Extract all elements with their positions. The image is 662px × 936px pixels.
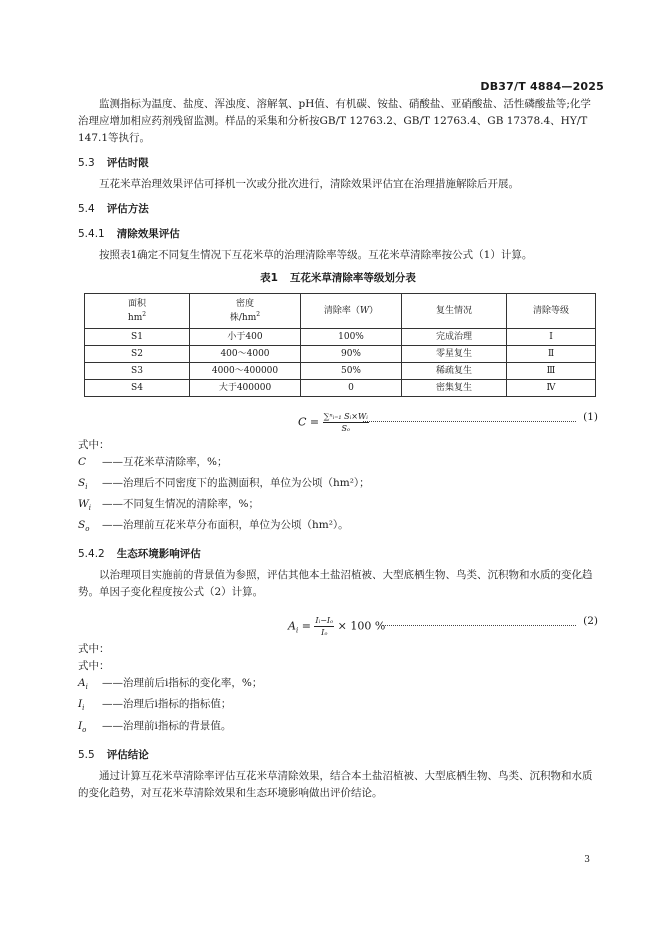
symbol-definition: $W_i$ ——不同复生情况的清除率，%； [78,498,259,513]
table-header-row [85,294,596,329]
header-area: 面积 $hm^2$ [85,294,190,329]
paragraph-5-5: 通过计算互花米草清除率评估互花米草清除效果，结合本土盐沼植被、大型底栖生物、鸟类、沉积物和水质的变化趋势，对互花米草清除效果和生态环境影响做出评价结论。 [78,769,593,799]
page-content [78,96,598,802]
table-1-title [78,270,598,287]
section-number: 5.3 [78,157,95,169]
section-5-5-heading [78,747,598,764]
header-regrowth: 复生情况 [402,294,507,329]
symbol-definition: $S_o$ ——治理前互花米草分布面积，单位为公顷（hm²）。 [78,519,349,534]
symbol-definition: $S_i$ ——治理后不同密度下的监测面积，单位为公顷（hm²）； [78,477,370,492]
formula-1 [78,407,598,437]
where-label: 式中： [78,660,110,673]
formula-dots [363,411,576,422]
table-row: S1 小于400 100% 完成治理 Ⅰ [85,329,596,346]
section-5-4-1-heading [78,226,598,243]
formula-2 [78,611,598,641]
section-number: 5.5 [78,748,95,761]
table-row: S4 大于400000 0 密集复生 Ⅳ [85,380,596,397]
symbol-definition: $I_i$ ——治理后i指标的指标值； [78,698,232,713]
section-5-4-heading [78,201,598,218]
formula-dots [383,615,576,626]
formula-2-number: (2) [583,615,598,628]
paragraph-5-3: 互花米草治理效果评估可择机一次或分批次进行，清除效果评估宜在治理措施解除后开展。 [99,178,519,190]
paragraph-5-4-2: 以治理项目实施前的背景值为参照，评估其他本土盐沼植被、大型底栖生物、鸟类、沉积物和水质的变化趋势。单因子变化程度按公式（2）计算。 [78,569,593,599]
paragraph-5-4-1: 按照表1确定不同复生情况下互花米草的治理清除率等级。互花米草清除率按公式（1）计算。 [99,249,533,261]
section-title: 清除效果评估 [116,228,180,240]
standard-number: DB37/T 4884—2025 [480,80,604,93]
formula-1-number: (1) [583,411,598,423]
table-row: S2 400～4000 90% 零星复生 Ⅱ [85,346,596,363]
symbol-definition: C ——互花米草清除率，%； [78,456,228,468]
header-density: 密度 株$/hm^2$ [190,294,301,329]
symbol-definition: $I_o$ ——治理前i指标的背景值。 [78,719,232,734]
section-5-4-2-heading [78,546,598,563]
symbol-definition: $A_i$ ——治理前后i指标的变化率，%； [78,677,263,692]
formula-2-expression: $A_i$ = $\frac{\text{Iᵢ−Iₒ}}{\text{Iₒ}}$ × 100 % [288,616,386,638]
section-number: 5.4 [78,203,95,215]
section-title: 评估时限 [106,157,149,169]
table-caption: 互花米草清除率等级划分表 [289,272,416,284]
grade-table [84,293,596,397]
formula-1-expression: C = $\frac{\text{∑ⁿᵢ₌₁ Sᵢ×Wᵢ}}{\text{Sₒ}}$ [298,412,368,433]
header-rate: 清除率（W） [301,294,402,329]
paragraph-monitoring: 监测指标为温度、盐度、浑浊度、溶解氧、pH值、有机碳、铵盐、硝酸盐、亚硝酸盐、活性磷酸盐等;化学治理应增加相应药剂残留监测。样品的采集和分析按GB/T 12763.2、GB/T 12763.4、GB 17378.4、HY/T 147.1等执行。 [78,98,591,144]
table-row: S3 4000～400000 50% 稀疏复生 Ⅲ [85,363,596,380]
section-title: 评估结论 [106,748,149,761]
table-number: 表1 [260,272,278,284]
where-label: 式中： [78,643,110,656]
section-title: 评估方法 [106,203,149,215]
header-grade: 清除等级 [507,294,596,329]
where-label: 式中： [78,439,110,451]
section-title: 生态环境影响评估 [116,548,201,561]
section-5-3-heading [78,155,598,172]
section-number: 5.4.2 [78,548,105,561]
section-number: 5.4.1 [78,228,105,240]
page-number: 3 [584,855,590,865]
